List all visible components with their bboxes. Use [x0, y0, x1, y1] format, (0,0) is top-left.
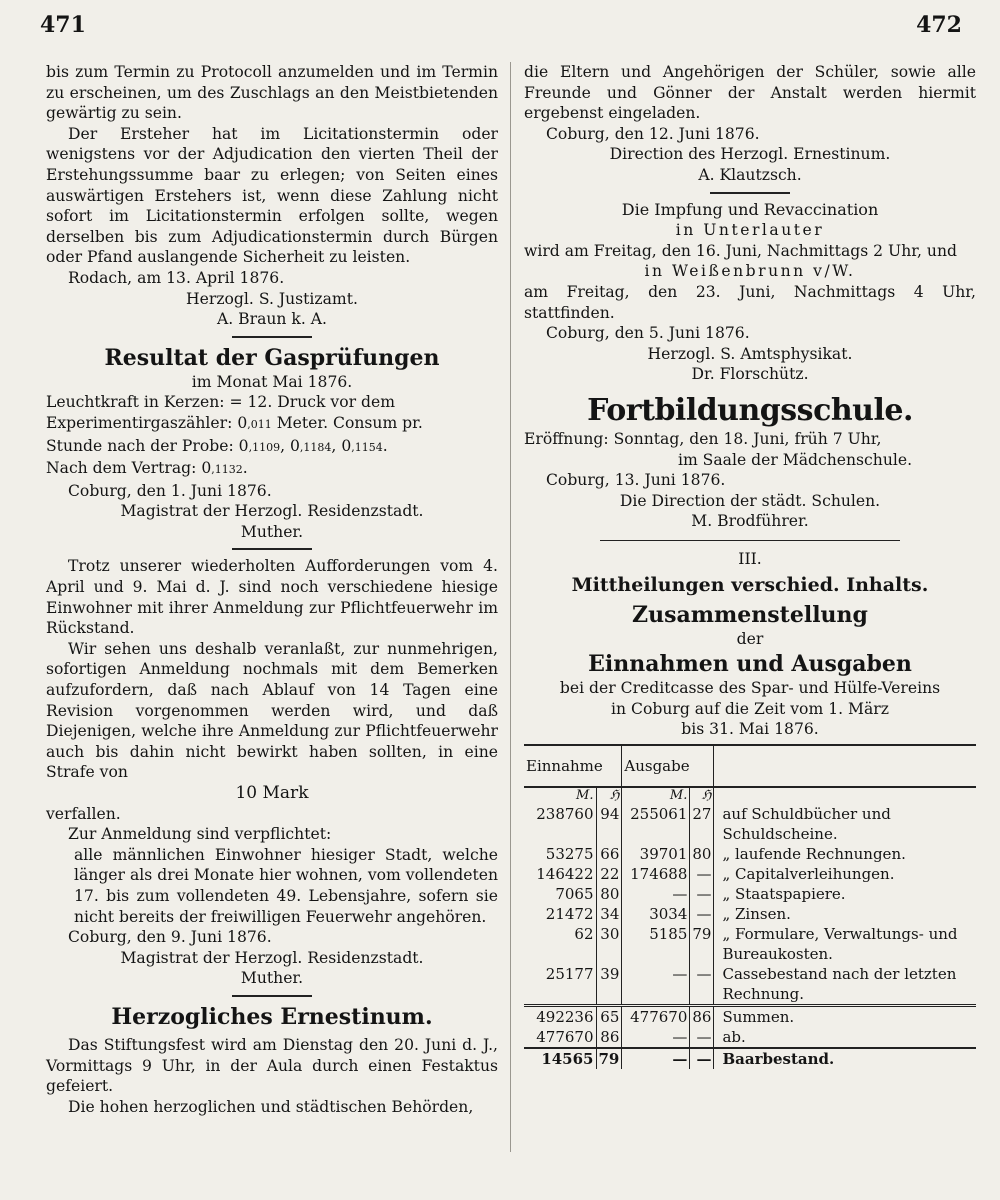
separator-rule — [232, 548, 312, 550]
firebrigade-fine: 10 Mark — [235, 783, 309, 803]
section-number: III. — [738, 549, 762, 568]
einnahme-pf: 39 — [596, 964, 622, 1006]
vaccination-place-date: Coburg, den 5. Juni 1876. — [546, 324, 750, 343]
firebrigade-paragraph-3: verfallen. — [46, 804, 121, 823]
firebrigade-paragraph-2: Wir sehen uns deshalb veranlaßt, zur nunmehrigen, sofortigen Anmeldung nochmals mit dem Bemerken aufzufordern, daß nach Ablauf von 14 Tagen eine Revision vorgenommen werden wird, und daß Diejenigen, welche ihre Anmeldung zur Pflichtfeuerwehr auch bis dahin nicht bewirkt haben sollten, in eine Strafe von — [46, 639, 498, 782]
einnahme-pf: 34 — [596, 904, 622, 924]
einnahme-pf: 30 — [596, 924, 622, 964]
auction-signature-name: A. Braun k. A. — [216, 310, 327, 329]
total-ausgabe-pf: — — [690, 1048, 714, 1069]
ernestinum-place-date: Coburg, den 12. Juni 1876. — [546, 124, 760, 143]
ernestinum-signature-name: A. Klautzsch. — [698, 165, 802, 184]
fortbildungsschule-heading: Fortbildungsschule. — [587, 392, 913, 428]
ausgabe-pf: 27 — [690, 804, 714, 844]
table-row-sum — [524, 1005, 976, 1027]
left-column — [46, 62, 498, 1117]
summary-heading-2: Einnahmen und Ausgaben — [588, 651, 912, 678]
einnahme-mark: 25177 — [524, 964, 596, 1006]
total-desc: Baarbestand. — [714, 1048, 976, 1069]
vaccination-location-2: in Weißenbrunn v/W. — [644, 262, 856, 281]
summary-line-2: in Coburg auf die Zeit vom 1. März — [611, 699, 889, 718]
row-desc: auf Schuldbücher und Schuldscheine. — [722, 804, 891, 843]
sub-einnahme-mark: 477670 — [524, 1027, 596, 1048]
accounts-table — [524, 744, 976, 1069]
page-number-right: 472 — [916, 12, 962, 38]
total-ausgabe-mark: — — [622, 1048, 690, 1069]
table-header-row — [524, 745, 976, 787]
table-units-row — [524, 787, 976, 804]
einnahme-mark: 21472 — [524, 904, 596, 924]
vaccination-line-2: am Freitag, den 23. Juni, Nachmittags 4 Uhr, stattfinden. — [524, 282, 976, 322]
ausgabe-mark: 255061 — [622, 804, 690, 844]
table-row — [524, 844, 976, 864]
vaccination-signature-name: Dr. Florschütz. — [691, 365, 809, 384]
gas-line-1: Leuchtkraft in Kerzen: = 12. Druck vor dem — [46, 393, 395, 412]
einnahme-mark: 7065 — [524, 884, 596, 904]
separator-rule — [232, 336, 312, 338]
einnahme-mark: 238760 — [524, 804, 596, 844]
sum-einnahme-mark: 492236 — [524, 1005, 596, 1027]
vaccination-heading: Die Impfung und Revaccination — [621, 199, 879, 219]
section-heading: Mittheilungen verschied. Inhalts. — [571, 574, 929, 597]
gas-signature-office: Magistrat der Herzogl. Residenzstadt. — [120, 502, 424, 521]
ausgabe-pf: — — [690, 904, 714, 924]
vaccination-signature-office: Herzogl. S. Amtsphysikat. — [647, 344, 853, 363]
ausgabe-mark: 174688 — [622, 864, 690, 884]
firebrigade-paragraph-1: Trotz unserer wiederholten Aufforderungen vom 4. April und 9. Mai d. J. sind noch verschiedene hiesige Einwohner mit ihrer Anmeldung zur Pflichtfeuerwehr im Rückstand. — [46, 557, 498, 638]
ausgabe-pf: 80 — [690, 844, 714, 864]
vaccination-line-1: wird am Freitag, den 16. Juni, Nachmittags 2 Uhr, und — [524, 241, 957, 260]
row-desc: „ Capitalverleihungen. — [722, 864, 895, 883]
einnahme-pf: 80 — [596, 884, 622, 904]
ausgabe-pf: — — [690, 884, 714, 904]
column-divider — [510, 62, 511, 1152]
row-desc: Cassebestand nach der letzten Rechnung. — [722, 964, 957, 1003]
ausgabe-mark: — — [622, 964, 690, 1006]
page-number-left: 471 — [40, 12, 86, 38]
col-header-desc — [714, 745, 976, 787]
sub-desc: ab. — [722, 1027, 746, 1046]
summary-heading-der: der — [736, 630, 764, 649]
sub-einnahme-pf: 86 — [596, 1027, 622, 1048]
firebrigade-signature-name: Muther. — [240, 969, 304, 988]
gas-place-date: Coburg, den 1. Juni 1876. — [68, 481, 272, 500]
sub-ausgabe-mark: — — [622, 1027, 690, 1048]
fortbildungsschule-place-date: Coburg, 13. Juni 1876. — [546, 471, 726, 490]
unit-mark: M. — [524, 787, 596, 804]
separator-rule — [710, 192, 790, 194]
unit-pfennig: ℌ — [596, 787, 622, 804]
gas-signature-name: Muther. — [240, 522, 304, 541]
auction-place-date: Rodach, am 13. April 1876. — [68, 268, 285, 287]
ernestinum-paragraph-3: die Eltern und Angehörigen der Schüler, sowie alle Freunde und Gönner der Anstalt werden hiermit ergebenst eingeladen. — [524, 63, 976, 123]
row-desc: „ laufende Rechnungen. — [722, 844, 906, 863]
summary-line-3: bis 31. Mai 1876. — [681, 720, 819, 739]
unit-mark: M. — [622, 787, 690, 804]
ernestinum-paragraph-2: Die hohen herzoglichen und städtischen Behörden, — [68, 1097, 474, 1116]
ausgabe-pf: — — [690, 864, 714, 884]
ausgabe-mark: 39701 — [622, 844, 690, 864]
ernestinum-paragraph-1: Das Stiftungsfest wird am Dienstag den 20. Juni d. J., Vormittags 9 Uhr, in der Aula durch einen Festaktus gefeiert. — [46, 1035, 498, 1096]
ernestinum-heading: Herzogliches Ernestinum. — [111, 1003, 433, 1030]
sum-ausgabe-pf: 86 — [690, 1005, 714, 1027]
separator-rule — [232, 995, 312, 997]
table-body — [524, 804, 976, 1006]
table-row — [524, 884, 976, 904]
ausgabe-pf: 79 — [690, 924, 714, 964]
table-row — [524, 864, 976, 884]
einnahme-pf: 22 — [596, 864, 622, 884]
fortbildungsschule-line-1: Eröffnung: Sonntag, den 18. Juni, früh 7 Uhr, — [524, 429, 882, 448]
einnahme-pf: 66 — [596, 844, 622, 864]
ausgabe-mark: 5185 — [622, 924, 690, 964]
sum-ausgabe-mark: 477670 — [622, 1005, 690, 1027]
gas-line-4: Nach dem Vertrag: 0,1132. — [46, 459, 248, 478]
einnahme-mark: 62 — [524, 924, 596, 964]
row-desc: „ Formulare, Verwaltungs- und Bureaukosten. — [722, 924, 958, 963]
gas-test-subheading: im Monat Mai 1876. — [191, 372, 353, 391]
auction-paragraph-1: bis zum Termin zu Protocoll anzumelden und im Termin zu erscheinen, um des Zuschlags an den Meistbietenden gewärtig zu sein. — [46, 63, 498, 123]
auction-signature-office: Herzogl. S. Justizamt. — [186, 289, 358, 308]
firebrigade-paragraph-5: alle männlichen Einwohner hiesiger Stadt, welche länger als drei Monate hier wohnen, vom vollendeten 17. bis zum vollendeten 49. Lebensjahre, sofern sie nicht bereits der freiwilligen Feuerwehr angehören. — [74, 845, 498, 926]
section-rule — [600, 540, 900, 541]
ernestinum-signature-office: Direction des Herzogl. Ernestinum. — [609, 145, 891, 164]
table-row — [524, 804, 976, 844]
row-desc: „ Staatspapiere. — [722, 884, 846, 903]
fortbildungsschule-signature-office: Die Direction der städt. Schulen. — [619, 491, 881, 510]
summary-line-1: bei der Creditcasse des Spar- und Hülfe-Vereins — [559, 679, 941, 698]
col-header-ausgabe: Ausgabe — [622, 745, 714, 787]
sub-ausgabe-pf: — — [690, 1027, 714, 1048]
einnahme-mark: 53275 — [524, 844, 596, 864]
table-row-total — [524, 1048, 976, 1069]
table-row — [524, 924, 976, 964]
row-desc: „ Zinsen. — [722, 904, 791, 923]
firebrigade-signature-office: Magistrat der Herzogl. Residenzstadt. — [120, 948, 424, 967]
total-einnahme-pf: 79 — [596, 1048, 622, 1069]
firebrigade-place-date: Coburg, den 9. Juni 1876. — [68, 928, 272, 947]
unit-pfennig: ℌ — [690, 787, 714, 804]
col-header-einnahme: Einnahme — [524, 745, 622, 787]
table-row — [524, 904, 976, 924]
gas-test-heading: Resultat der Gasprüfungen — [104, 344, 440, 371]
auction-paragraph-2: Der Ersteher hat im Licitationstermin oder wenigstens vor der Adjudication den vierten Theil der Erstehungssumme baar zu erlegen; von Seiten eines auswärtigen Erstehers ist, wenn diese Zahlung nicht sofort im Licitationstermin erfolgen sollte, wegen derselben bis zum Adjudicationstermin durch Bürgen oder Pfand auslangende Sicherheit zu leisten. — [46, 124, 498, 267]
einnahme-pf: 94 — [596, 804, 622, 844]
gas-line-2: Experimentirgaszähler: 0,011 Meter. Consum pr. — [46, 413, 423, 432]
fortbildungsschule-line-2: im Saale der Mädchenschule. — [677, 450, 913, 469]
ausgabe-pf: — — [690, 964, 714, 1006]
table-row — [524, 964, 976, 1006]
right-column — [524, 62, 976, 1069]
table-row-subtract — [524, 1027, 976, 1048]
sum-einnahme-pf: 65 — [596, 1005, 622, 1027]
ausgabe-mark: — — [622, 884, 690, 904]
gas-line-3: Stunde nach der Probe: 0,1109, 0,1184, 0,1154. — [46, 436, 388, 455]
fortbildungsschule-signature-name: M. Brodführer. — [691, 512, 809, 531]
summary-heading: Zusammenstellung — [632, 602, 868, 629]
einnahme-mark: 146422 — [524, 864, 596, 884]
total-einnahme-mark: 14565 — [524, 1048, 596, 1069]
ausgabe-mark: 3034 — [622, 904, 690, 924]
vaccination-location-1: in Unterlauter — [675, 221, 825, 240]
firebrigade-paragraph-4: Zur Anmeldung sind verpflichtet: — [68, 825, 332, 844]
sum-desc: Summen. — [714, 1005, 976, 1027]
